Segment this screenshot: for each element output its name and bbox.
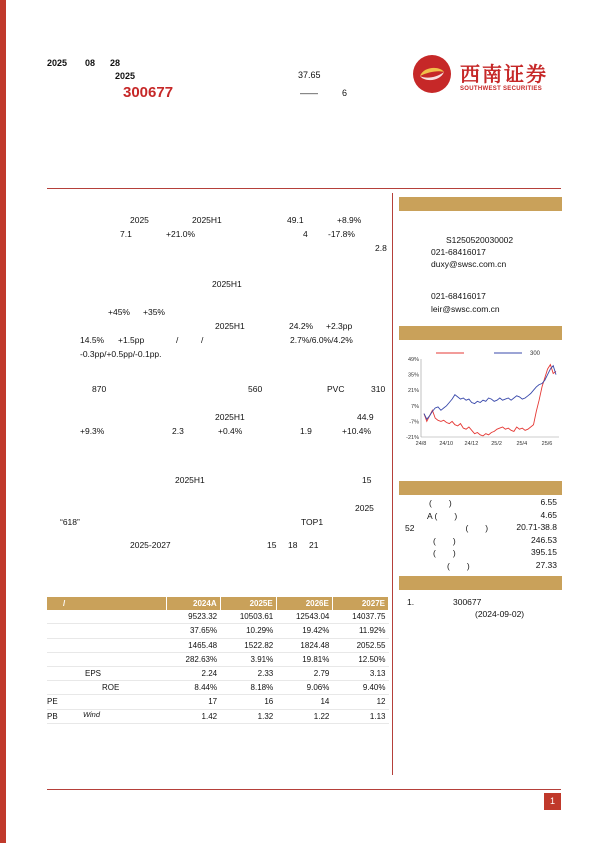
row-label [47,624,167,638]
table-header-year: 2024A [167,597,221,610]
row-value: 1522.82 [220,638,276,652]
row-value: 8.18% [220,681,276,695]
row-value: 1824.48 [276,638,332,652]
analyst-section-header [399,197,562,211]
body-text: +10.4% [342,426,372,436]
body-text: / [201,335,204,345]
y-tick-label: 49% [407,357,419,363]
row-value: 37.65% [167,624,221,638]
column-divider [392,193,393,775]
body-text: 15 [267,540,277,550]
company-logo-icon [412,54,452,94]
table-header-year: 2025E [220,597,276,610]
body-text: 14.5% [80,335,105,345]
body-text: 18 [288,540,298,550]
row-value: 10.29% [220,624,276,638]
relative-performance-chart [399,345,562,457]
body-text: -17.8% [328,229,355,239]
related-section-header [399,576,562,590]
related-item-code[interactable]: 300677 [453,597,482,607]
stat-label: 52 ( ) [405,523,489,533]
table-header-label: / [47,597,167,610]
left-accent-bar [0,0,6,843]
row-value: 11.92% [332,624,388,638]
row-label: PE [47,695,167,709]
body-text: 2.3 [172,426,184,436]
stat-value: 6.55 [540,497,557,507]
body-text: / [176,335,179,345]
row-value: 17 [167,695,221,709]
stat-label: ( ) [447,560,470,571]
top-divider [47,188,561,189]
logo-en-text: SOUTHWEST SECURITIES [460,86,543,92]
body-text: 2025-2027 [130,540,171,550]
body-text: PVC [327,384,345,394]
stat-label: ( ) [429,498,452,508]
analyst-email-1[interactable]: duxy@swsc.com.cn [431,259,507,269]
body-text: +1.5pp [118,335,145,345]
body-text: 21 [309,540,319,550]
row-value: 12.50% [332,652,388,666]
row-value: 14 [276,695,332,709]
row-value: 3.13 [332,666,388,680]
financial-forecast-table [47,597,389,724]
body-text: 2025 [355,503,374,513]
row-value: 1.32 [220,709,276,723]
stat-value: 246.53 [531,534,557,545]
body-text: 7.1 [120,229,132,239]
stat-label: ( ) [433,548,456,558]
analyst-email-2[interactable]: leir@swsc.com.cn [431,304,500,314]
row-label: EPS [47,666,167,680]
body-text: 2025H1 [175,475,205,485]
row-value: 282.63% [167,652,221,666]
body-text: 15 [362,475,372,485]
body-text: 310 [371,384,386,394]
row-value: 2.24 [167,666,221,680]
row-value: 16 [220,695,276,709]
body-text: 2025H1 [192,215,222,225]
x-tick-label: 25/6 [541,441,553,447]
body-text: 2.7%/6.0%/4.2% [290,335,353,345]
body-text: 2025H1 [215,412,245,422]
row-value: 10503.61 [220,610,276,624]
x-tick-label: 25/4 [516,441,528,447]
row-value: 9.06% [276,681,332,695]
row-label [47,638,167,652]
table-row [47,624,389,638]
related-item-date: (2024-09-02) [475,609,525,619]
table-source: Wind [83,710,101,719]
rating-dash: —— [300,88,318,98]
body-text: +21.0% [166,229,196,239]
body-text: 4 [303,229,308,239]
report-sub-year: 2025 [115,71,136,81]
row-value: 12 [332,695,388,709]
analyst-phone-2: 021-68416017 [431,291,486,301]
row-value: 19.81% [276,652,332,666]
body-text: +35% [143,307,165,317]
table-header-year: 2026E [276,597,332,610]
row-value: 2052.55 [332,638,388,652]
legend-label: 300 [530,351,541,357]
row-label: ROE [47,681,167,695]
body-text: 2025 [130,215,149,225]
y-tick-label: -7% [409,419,419,426]
report-day: 28 [110,58,121,68]
body-text: +45% [108,307,130,317]
x-tick-label: 24/12 [464,441,479,447]
report-year: 2025 [47,58,68,68]
page-number: 1 [544,793,561,810]
chart-section-header [399,326,562,340]
row-value: 12543.04 [276,610,332,624]
table-row [47,652,389,666]
report-month: 08 [85,58,96,68]
body-text: TOP1 [301,517,324,527]
analyst-license: S1250520030002 [446,235,514,245]
y-tick-label: 21% [407,388,419,395]
related-item-number: 1. [407,597,415,607]
body-text: “618” [60,517,80,527]
x-tick-label: 24/10 [439,441,454,447]
stat-value: 395.15 [531,547,557,557]
row-value: 14037.75 [332,610,388,624]
table-row [47,666,389,680]
table-row [47,638,389,652]
stat-label: ( ) [433,535,456,546]
body-text: -0.3pp/+0.5pp/-0.1pp. [80,349,162,359]
x-tick-label: 24/8 [415,441,427,447]
y-tick-label: 7% [411,403,419,410]
x-tick-label: 25/2 [491,441,502,447]
stat-value: 27.33 [535,559,557,570]
row-value: 2.79 [276,666,332,680]
body-text: 44.9 [357,412,374,422]
analyst-phone-1: 021-68416017 [431,247,486,257]
y-tick-label: 35% [407,372,419,379]
stock-code: 300677 [123,84,174,101]
row-value: 1.42 [167,709,221,723]
row-value: 1.22 [276,709,332,723]
body-text: 49.1 [287,215,304,225]
table-row [47,610,389,624]
stat-value: 4.65 [540,509,557,520]
row-label [47,610,167,624]
body-text: +2.3pp [326,321,353,331]
row-value: 1.13 [332,709,388,723]
rating-number: 6 [342,88,348,98]
stats-section-header [399,481,562,495]
logo-cn-text: 西南证券 [460,62,548,86]
y-tick-label: -21% [406,435,419,441]
row-value: 19.42% [276,624,332,638]
series-line [424,365,556,436]
row-value: 1465.48 [167,638,221,652]
stat-label: A ( ) [427,510,458,521]
body-text: 2025H1 [215,321,245,331]
row-value: 2.33 [220,666,276,680]
row-value: 3.91% [220,652,276,666]
body-text: 560 [248,384,263,394]
row-value: 9523.32 [167,610,221,624]
body-text: +9.3% [80,426,105,436]
stock-price: 37.65 [298,70,321,80]
row-value: 9.40% [332,681,388,695]
table-row [47,695,389,709]
row-label: PB [47,709,167,723]
body-text: 24.2% [289,321,314,331]
bottom-divider [47,789,561,790]
body-text: +8.9% [337,215,362,225]
table-header-year: 2027E [332,597,388,610]
row-label [47,652,167,666]
body-text: 870 [92,384,107,394]
chart-svg [399,345,562,455]
body-text: 1.9 [300,426,312,436]
stat-value: 20.71-38.8 [516,522,557,532]
body-text: 2025H1 [212,279,242,289]
body-text: 2.8 [375,243,387,253]
body-text: +0.4% [218,426,243,436]
row-value: 8.44% [167,681,221,695]
table-row [47,681,389,695]
